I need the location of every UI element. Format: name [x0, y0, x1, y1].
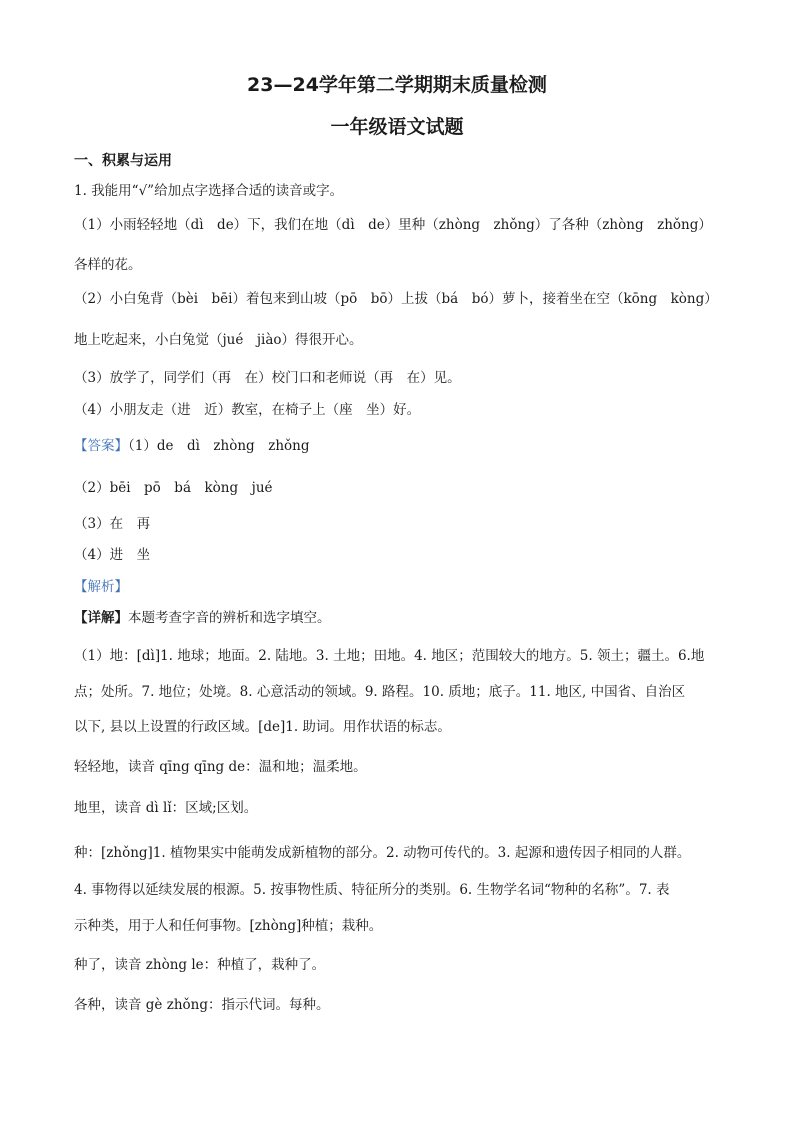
answer-line: （4）进 坐 — [74, 547, 151, 563]
detail-line: 地里，读音 dì lǐ：区域;区划。 — [74, 800, 258, 816]
page-title: 23—24学年第二学期期末质量检测 — [247, 74, 547, 96]
detail-line: 种了，读音 zhòng le：种植了，栽种了。 — [74, 957, 326, 973]
detail-intro-line — [74, 609, 331, 627]
section-heading: 一、积累与运用 — [74, 153, 172, 169]
detail-line: 种：[zhǒng]1. 植物果实中能萌发成新植物的部分。2. 动物可传代的。3. 起源和遗传因子相同的人群。 — [74, 845, 691, 861]
detail-line: （1）地：[dì]1. 地球；地面。2. 陆地。3. 土地；田地。4. 地区；范围较大的地方。5. 领土；疆土。6.地 — [74, 648, 705, 664]
detail-line: 点；处所。7. 地位；处境。8. 心意活动的领域。9. 路程。10. 质地；底子。11. 地区, 中国省、自治区 — [74, 684, 686, 700]
question-line: 地上吃起来，小白兔觉（jué jiào）得很开心。 — [74, 332, 363, 348]
detail-line: 轻轻地，读音 qīng qīng de：温和地；温柔地。 — [74, 759, 367, 775]
detail-line: 以下, 县以上设置的行政区域。[de]1. 助词。用作状语的标志。 — [74, 719, 451, 735]
answer-label: 【答案】 — [74, 438, 128, 454]
answer-line: （2）bēi pō bá kòng jué — [74, 480, 273, 496]
answer-line — [74, 437, 309, 455]
page-subtitle: 一年级语文试题 — [330, 116, 464, 138]
detail-line: 示种类，用于人和任何事物。[zhòng]种植；栽种。 — [74, 918, 383, 934]
detail-line: 各种，读音 gè zhǒng：指示代词。每种。 — [74, 997, 330, 1013]
question-line: （4）小朋友走（进 近）教室，在椅子上（座 坐）好。 — [74, 402, 421, 418]
question-line: 各样的花。 — [74, 257, 142, 273]
detail-intro: 本题考查字音的辨析和选字填空。 — [128, 610, 331, 626]
answer-text: （1）de dì zhòng zhǒng — [128, 438, 310, 454]
detail-line: 4. 事物得以延续发展的根源。5. 按事物性质、特征所分的类别。6. 生物学名词“物种的名称”。7. 表 — [74, 882, 670, 898]
answer-line: （3）在 再 — [74, 516, 151, 532]
question-line: （1）小雨轻轻地（dì de）下，我们在地（dì de）里种（zhòng zhǒng）了各种（zhòng zhǒng） — [74, 217, 712, 233]
analysis-label: 【解析】 — [74, 579, 128, 595]
question-line: （3）放学了，同学们（再 在）校门口和老师说（再 在）见。 — [74, 370, 461, 386]
question-line: 1. 我能用“√”给加点字选择合适的读音或字。 — [74, 183, 344, 199]
detail-label: 【详解】 — [74, 610, 128, 626]
question-line: （2）小白兔背（bèi bēi）着包来到山坡（pō bō）上拔（bá bó）萝卜，接着坐在空（kōng kòng） — [74, 291, 718, 307]
